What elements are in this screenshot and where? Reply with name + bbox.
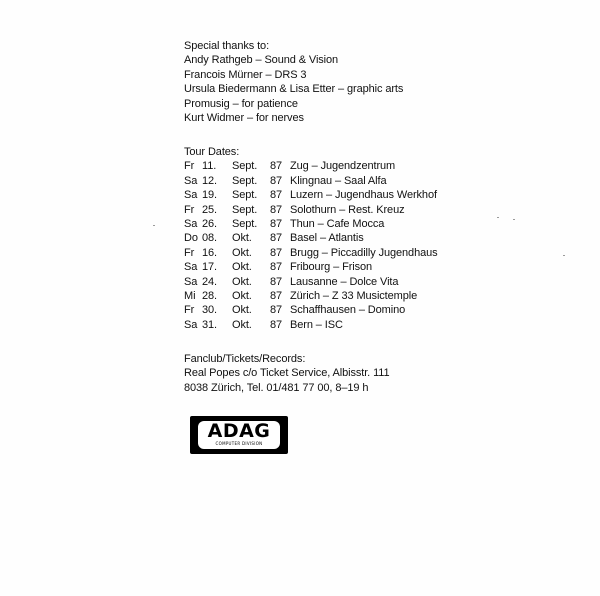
adag-logo-plate	[198, 421, 280, 449]
tour-date-year: 87	[270, 275, 283, 288]
tour-date-day: 16.	[202, 246, 217, 259]
tour-date-venue: Brugg – Piccadilly Jugendhaus	[290, 246, 438, 259]
tour-date-month: Sept.	[232, 189, 258, 202]
tour-date-row	[184, 174, 438, 188]
tour-date-row	[184, 159, 438, 173]
tour-date-year: 87	[270, 318, 283, 331]
tour-date-year: 87	[270, 203, 283, 216]
tour-date-year: 87	[270, 261, 283, 274]
tour-date-month: Sept.	[232, 203, 258, 216]
tour-date-year: 87	[270, 160, 283, 173]
tour-date-weekday: Sa	[184, 318, 198, 331]
tour-date-day: 24.	[202, 275, 217, 288]
tour-date-year: 87	[270, 289, 283, 302]
tour-dates-heading: Tour Dates:	[184, 146, 240, 158]
tour-date-year: 87	[270, 304, 283, 317]
tour-date-weekday: Sa	[184, 217, 198, 230]
tour-dates-list	[184, 159, 438, 332]
tour-date-venue: Lausanne – Dolce Vita	[290, 275, 399, 288]
tour-date-year: 87	[270, 232, 283, 245]
tour-date-weekday: Mi	[184, 289, 196, 302]
tour-date-venue: Luzern – Jugendhaus Werkhof	[290, 189, 437, 202]
tour-date-venue: Thun – Cafe Mocca	[290, 217, 385, 230]
tour-date-row	[184, 303, 438, 317]
tour-date-row	[184, 246, 438, 260]
thanks-line: Andy Rathgeb – Sound & Vision	[184, 54, 339, 67]
tour-date-weekday: Fr	[184, 304, 195, 317]
tour-date-month: Okt.	[232, 261, 252, 274]
thanks-line: Francois Mürner – DRS 3	[184, 68, 307, 81]
tour-date-month: Okt.	[232, 304, 252, 317]
tour-date-weekday: Fr	[184, 203, 195, 216]
tour-date-year: 87	[270, 174, 283, 187]
print-speck	[153, 225, 155, 226]
tour-date-weekday: Do	[184, 232, 198, 245]
tour-date-day: 11.	[202, 160, 217, 173]
tour-date-year: 87	[270, 217, 283, 230]
tour-date-row	[184, 231, 438, 245]
print-speck	[513, 219, 515, 220]
tour-date-weekday: Fr	[184, 160, 195, 173]
tour-date-month: Sept.	[232, 217, 258, 230]
fanclub-section	[184, 352, 390, 395]
tour-date-day: 26.	[202, 217, 217, 230]
tour-date-venue: Klingnau – Saal Alfa	[290, 174, 387, 187]
adag-logo-wordmark: ADAG	[207, 420, 271, 442]
tour-date-venue: Bern – ISC	[290, 318, 343, 331]
fanclub-heading: Fanclub/Tickets/Records:	[184, 353, 306, 365]
tour-date-venue: Solothurn – Rest. Kreuz	[290, 203, 405, 216]
tour-date-day: 25.	[202, 203, 217, 216]
print-speck	[497, 217, 499, 218]
tour-date-weekday: Sa	[184, 275, 198, 288]
tour-date-month: Okt.	[232, 232, 252, 245]
tour-date-month: Okt.	[232, 318, 252, 331]
tour-date-month: Sept.	[232, 174, 258, 187]
tour-date-venue: Schaffhausen – Domino	[290, 304, 406, 317]
tour-date-row	[184, 203, 438, 217]
thanks-line: Ursula Biedermann & Lisa Etter – graphic arts	[184, 83, 404, 96]
tour-date-day: 28.	[202, 289, 217, 302]
print-speck	[563, 255, 565, 256]
tour-date-row	[184, 318, 438, 332]
adag-logo-subtitle: COMPUTER DIVISION	[215, 441, 263, 446]
special-thanks-section	[184, 39, 403, 125]
tour-date-venue: Zug – Jugendzentrum	[290, 160, 396, 173]
tour-dates-section	[184, 145, 438, 332]
tour-date-row	[184, 275, 438, 289]
tour-date-day: 12.	[202, 174, 217, 187]
thanks-line: Kurt Widmer – for nerves	[184, 111, 304, 124]
tour-date-day: 31.	[202, 318, 217, 331]
fanclub-address-line: 8038 Zürich, Tel. 01/481 77 00, 8–19 h	[184, 381, 369, 394]
tour-date-row	[184, 188, 438, 202]
tour-date-month: Sept.	[232, 160, 258, 173]
tour-date-row	[184, 260, 438, 274]
tour-date-row	[184, 289, 438, 303]
tour-date-venue: Fribourg – Frison	[290, 261, 373, 274]
tour-date-weekday: Sa	[184, 189, 198, 202]
tour-date-year: 87	[270, 246, 283, 259]
tour-date-weekday: Sa	[184, 174, 198, 187]
tour-date-venue: Zürich – Z 33 Musictemple	[290, 289, 418, 302]
tour-date-day: 08.	[202, 232, 217, 245]
tour-date-day: 17.	[202, 261, 217, 274]
tour-date-weekday: Fr	[184, 246, 195, 259]
tour-date-row	[184, 217, 438, 231]
tour-date-day: 19.	[202, 189, 217, 202]
tour-date-day: 30.	[202, 304, 217, 317]
tour-date-venue: Basel – Atlantis	[290, 232, 364, 245]
tour-date-month: Okt.	[232, 275, 252, 288]
tour-date-month: Okt.	[232, 289, 252, 302]
tour-date-year: 87	[270, 189, 283, 202]
tour-date-weekday: Sa	[184, 261, 198, 274]
thanks-line: Promusig – for patience	[184, 97, 298, 110]
tour-date-month: Okt.	[232, 246, 252, 259]
adag-logo	[190, 416, 288, 454]
special-thanks-heading: Special thanks to:	[184, 40, 270, 52]
fanclub-address-line: Real Popes c/o Ticket Service, Albisstr. 111	[184, 367, 390, 380]
